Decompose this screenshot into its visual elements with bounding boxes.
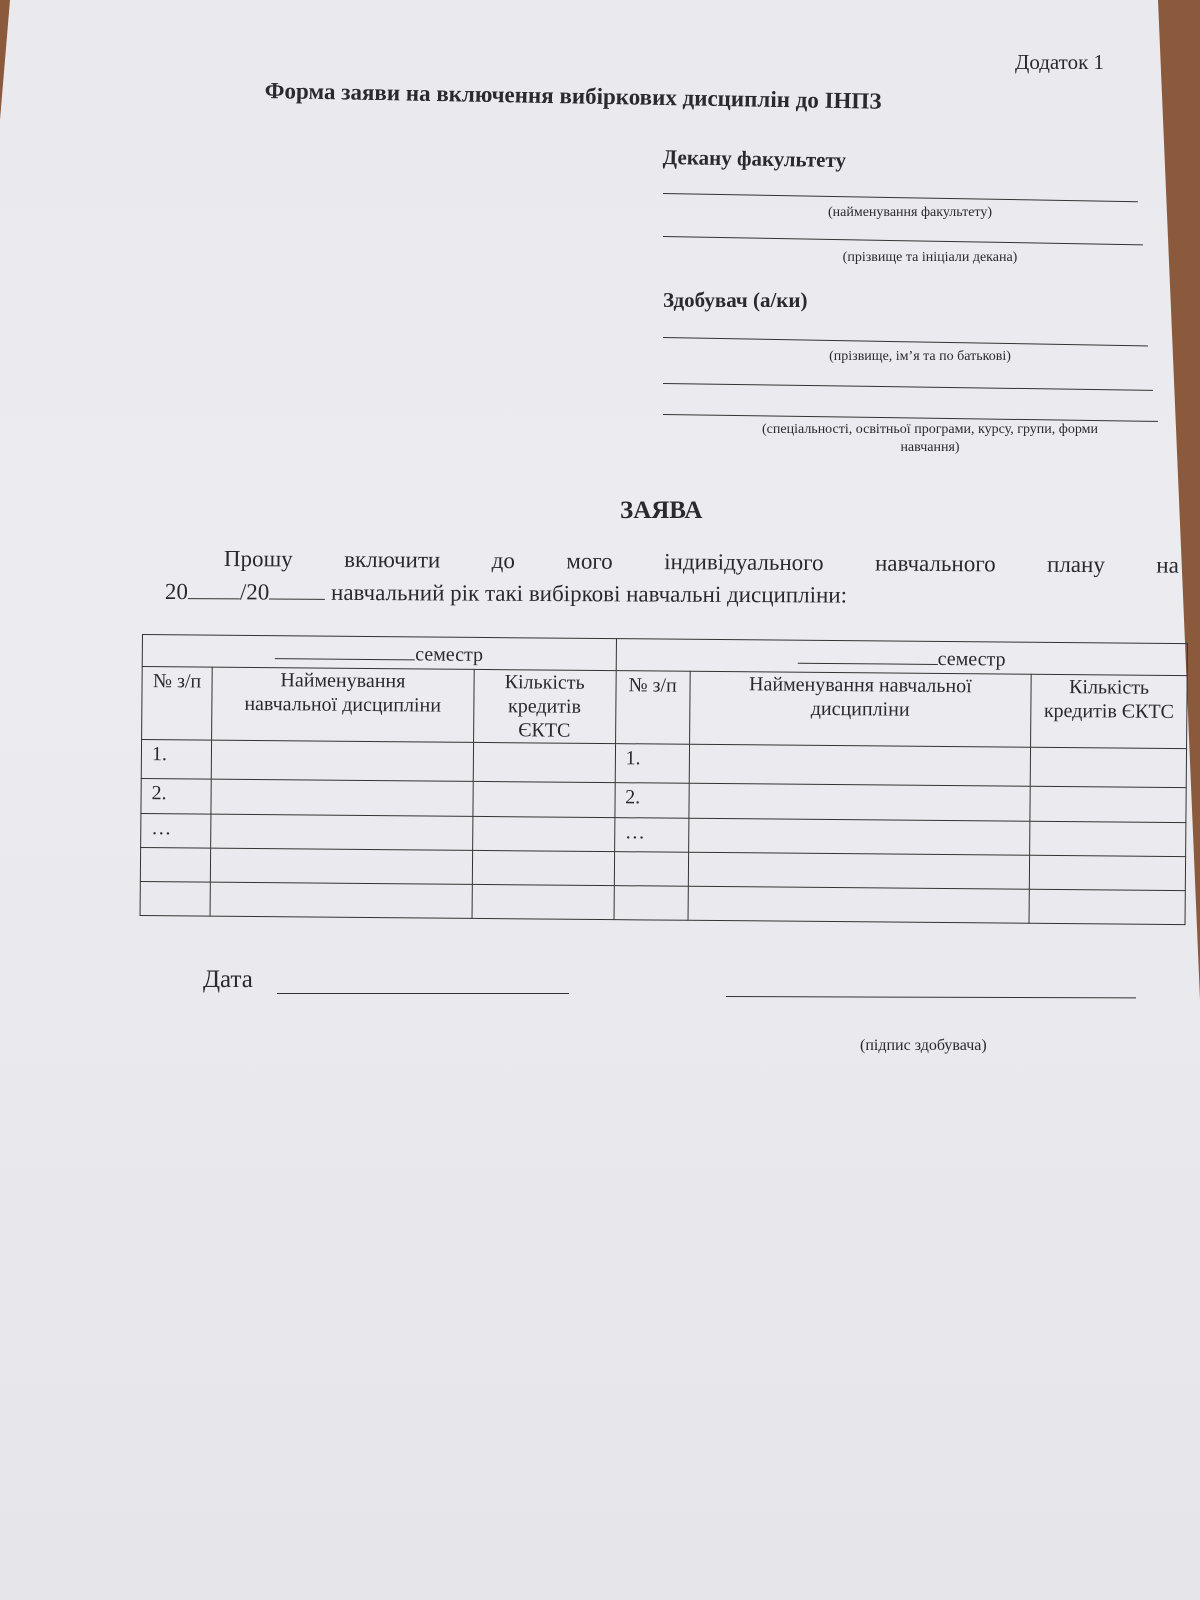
right-row-num: 2. [615,783,689,819]
program-caption-1: (спеціальності, освітньої програми, курсу, групи, форми [762,422,1098,437]
year-end-blank[interactable] [269,579,325,600]
right-semester-blank[interactable] [798,643,938,665]
left-row-num: 2. [141,778,211,814]
left-col-name-header: Найменування навчальної дисципліни [211,667,473,742]
left-credits-cell[interactable] [473,742,615,782]
left-credits-cell[interactable] [473,781,615,817]
column-header-row [142,667,1188,749]
request-word: мого [566,548,613,574]
request-word: на [1156,552,1179,578]
left-row-num: 1. [141,740,211,780]
date-label: Дата [203,966,253,993]
right-discipline-cell[interactable] [688,783,1030,821]
left-discipline-cell[interactable] [211,740,473,781]
left-credits-cell[interactable] [472,884,614,919]
request-word: включити [344,546,441,573]
request-word: індивідуального [664,549,824,576]
right-credits-cell[interactable] [1030,821,1186,856]
left-semester-label: семестр [415,643,484,666]
right-col-credits-header: Кількість кредитів ЄКТС [1031,674,1188,748]
student-name-caption: (прізвище, ім’я та по батькові) [829,349,1011,364]
right-col-name-header: Найменування навчальної дисципліни [689,671,1031,747]
request-word: навчального [874,550,996,577]
left-discipline-cell[interactable] [210,848,472,884]
right-discipline-cell[interactable] [688,852,1030,889]
appendix-label: Додаток 1 [1015,50,1105,74]
application-title: ЗАЯВА [620,497,703,524]
right-row-num [614,852,688,887]
date-line[interactable] [277,993,569,994]
left-credits-cell[interactable] [472,850,614,885]
form-title: Форма заяви на включення вибіркових дисциплін до ІНПЗ [264,78,882,114]
right-discipline-cell[interactable] [688,886,1030,923]
left-discipline-cell[interactable] [210,882,472,918]
student-heading: Здобувач (а/ки) [663,288,808,312]
year-prefix: 20 [164,579,188,605]
program-caption-2: навчання) [900,440,960,455]
signature-caption: (підпис здобувача) [860,1037,987,1054]
request-line-2 [165,578,847,609]
dean-heading: Декану факультету [662,145,847,173]
left-credits-cell[interactable] [472,816,614,851]
left-semester-blank[interactable] [275,638,415,660]
right-credits-cell[interactable] [1030,786,1186,822]
right-credits-cell[interactable] [1029,889,1185,924]
right-credits-cell[interactable] [1030,747,1186,787]
right-discipline-cell[interactable] [689,744,1031,786]
right-row-num [614,886,688,921]
left-discipline-cell[interactable] [211,779,473,816]
right-col-num-header: № з/п [615,671,690,745]
left-row-num [140,847,210,882]
request-word: плану [1046,551,1105,578]
request-rest: навчальний рік такі вибіркові навчальні дисципліни: [331,579,848,608]
right-discipline-cell[interactable] [688,818,1030,855]
left-col-num-header: № з/п [142,667,213,741]
year-start-blank[interactable] [188,578,240,599]
right-row-num: … [614,818,688,853]
request-word: Прошу [223,546,293,572]
right-credits-cell[interactable] [1029,855,1185,890]
disciplines-table [140,634,1188,925]
left-semester-header [142,635,616,671]
left-discipline-cell[interactable] [211,814,473,850]
dean-caption: (прізвище та ініціали декана) [842,250,1018,265]
right-semester-header [616,639,1188,676]
request-word: до [491,547,515,574]
left-row-num [140,881,210,916]
left-col-credits-header: Кількість кредитів ЄКТС [473,669,616,743]
year-mid: /20 [239,579,270,605]
left-row-num: … [141,813,211,848]
faculty-caption: (найменування факультету) [827,205,993,220]
right-semester-label: семестр [937,647,1006,671]
right-row-num: 1. [615,744,689,784]
